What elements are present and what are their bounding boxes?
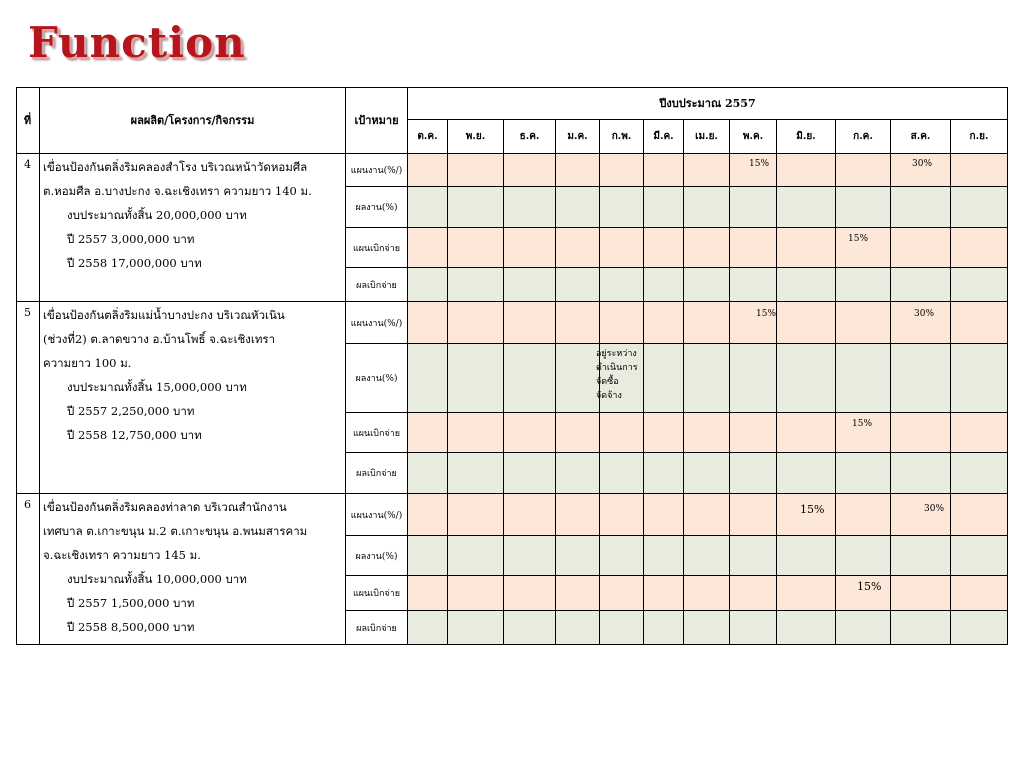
- month-cell: [556, 494, 600, 536]
- target-row-label: ผลงาน(%): [346, 187, 408, 228]
- month-cell: [408, 154, 448, 187]
- month-cell: [730, 611, 777, 645]
- percent-label: 15%: [749, 159, 770, 169]
- month-cell: [951, 453, 1008, 494]
- month-cell: [448, 536, 504, 576]
- header-month: ธ.ค.: [504, 120, 556, 154]
- month-cell: [408, 413, 448, 453]
- target-row-label: แผนเบิกจ่าย: [346, 413, 408, 453]
- month-cell: [644, 453, 684, 494]
- month-cell: [684, 302, 730, 344]
- project-line: ความยาว 100 ม.: [43, 356, 132, 370]
- percent-label: 15%: [756, 309, 777, 319]
- month-cell: [684, 187, 730, 228]
- month-cell: [684, 413, 730, 453]
- month-cell: [448, 228, 504, 268]
- month-cell: [951, 154, 1008, 187]
- month-cell: [644, 154, 684, 187]
- month-cell: [504, 302, 556, 344]
- month-cell: [644, 344, 684, 413]
- month-cell: [556, 611, 600, 645]
- month-cell: [556, 187, 600, 228]
- month-cell: [951, 536, 1008, 576]
- percent-label: 15%: [800, 503, 825, 516]
- month-cell: [600, 494, 644, 536]
- month-cell: [504, 154, 556, 187]
- month-cell: [777, 268, 836, 302]
- month-cell: [556, 536, 600, 576]
- month-cell: [836, 453, 891, 494]
- header-target: เป้าหมาย: [346, 87, 408, 154]
- month-cell: [504, 576, 556, 611]
- month-cell: [777, 187, 836, 228]
- month-cell: [504, 494, 556, 536]
- month-cell: [448, 611, 504, 645]
- month-cell: [891, 576, 951, 611]
- project-line: งบประมาณทั้งสิ้น 20,000,000 บาท: [67, 208, 247, 222]
- target-row-label: ผลงาน(%): [346, 344, 408, 413]
- month-cell: [891, 494, 951, 536]
- month-cell: [408, 576, 448, 611]
- month-cell: [556, 302, 600, 344]
- month-cell: [836, 344, 891, 413]
- month-cell: [448, 187, 504, 228]
- month-cell: [556, 413, 600, 453]
- percent-label: 15%: [857, 580, 882, 593]
- project-line: เขื่อนป้องกันตลิ่งริมคลองท่าลาด บริเวณสำนักงาน: [43, 500, 287, 514]
- month-cell: [600, 302, 644, 344]
- header-month: ก.ย.: [951, 120, 1008, 154]
- project-number: 4: [16, 154, 40, 302]
- month-cell: [600, 228, 644, 268]
- month-cell: [730, 494, 777, 536]
- target-row-label: ผลงาน(%): [346, 536, 408, 576]
- month-cell: [836, 187, 891, 228]
- target-row-label: แผนงาน(%/): [346, 494, 408, 536]
- percent-label: 15%: [848, 234, 869, 244]
- month-cell: [777, 302, 836, 344]
- project-description: [40, 154, 346, 302]
- month-cell: [951, 344, 1008, 413]
- header-month: ก.พ.: [600, 120, 644, 154]
- month-cell: [777, 453, 836, 494]
- month-cell: [644, 536, 684, 576]
- status-note-line: จัดซื้อ: [596, 377, 619, 387]
- month-cell: [684, 494, 730, 536]
- month-cell: [556, 228, 600, 268]
- percent-label: 30%: [924, 504, 945, 514]
- month-cell: [644, 576, 684, 611]
- schedule-table: [16, 87, 1008, 645]
- month-cell: [951, 187, 1008, 228]
- month-cell: [684, 611, 730, 645]
- header-fiscal-year: ปีงบประมาณ 2557: [408, 87, 1008, 120]
- month-cell: [448, 154, 504, 187]
- project-line: ปี 2558 8,500,000 บาท: [67, 620, 195, 634]
- month-cell: [836, 302, 891, 344]
- project-line: งบประมาณทั้งสิ้น 15,000,000 บาท: [67, 380, 247, 394]
- project-description: [40, 302, 346, 494]
- month-cell: [408, 187, 448, 228]
- month-cell: [600, 611, 644, 645]
- project-line: เขื่อนป้องกันตลิ่งริมคลองสำโรง บริเวณหน้าวัดหอมศีล: [43, 160, 308, 174]
- month-cell: [408, 344, 448, 413]
- header-month: มี.ค.: [644, 120, 684, 154]
- project-line: เทศบาล ต.เกาะขนุน ม.2 ต.เกาะขนุน อ.พนมสารคาม: [43, 524, 308, 538]
- month-cell: [504, 228, 556, 268]
- month-cell: [448, 576, 504, 611]
- month-cell: [556, 154, 600, 187]
- month-cell: [644, 611, 684, 645]
- month-cell: [777, 413, 836, 453]
- target-row-label: แผนเบิกจ่าย: [346, 228, 408, 268]
- month-cell: [730, 344, 777, 413]
- month-cell: [730, 576, 777, 611]
- month-cell: [408, 228, 448, 268]
- month-cell: [408, 536, 448, 576]
- target-row-label: แผนเบิกจ่าย: [346, 576, 408, 611]
- month-cell: [730, 453, 777, 494]
- month-cell: [556, 268, 600, 302]
- status-note-line: จัดจ้าง: [596, 391, 622, 401]
- target-row-label: ผลเบิกจ่าย: [346, 453, 408, 494]
- month-cell: [836, 611, 891, 645]
- month-cell: [951, 268, 1008, 302]
- month-cell: [408, 494, 448, 536]
- month-cell: [891, 268, 951, 302]
- project-line: ปี 2557 3,000,000 บาท: [67, 232, 195, 246]
- month-cell: [504, 268, 556, 302]
- month-cell: [951, 228, 1008, 268]
- month-cell: [600, 576, 644, 611]
- month-cell: [891, 611, 951, 645]
- target-row-label: แผนงาน(%/): [346, 302, 408, 344]
- project-number: 6: [16, 494, 40, 645]
- month-cell: [951, 494, 1008, 536]
- month-cell: [836, 154, 891, 187]
- month-cell: [684, 154, 730, 187]
- month-cell: [556, 576, 600, 611]
- month-cell: [448, 494, 504, 536]
- month-cell: [408, 302, 448, 344]
- project-description: [40, 494, 346, 645]
- month-cell: [644, 494, 684, 536]
- month-cell: [891, 228, 951, 268]
- month-cell: [891, 536, 951, 576]
- project-line: เขื่อนป้องกันตลิ่งริมแม่น้ำบางปะกง บริเวณหัวเนิน: [43, 308, 285, 322]
- target-row-label: ผลเบิกจ่าย: [346, 611, 408, 645]
- month-cell: [644, 187, 684, 228]
- month-cell: [777, 344, 836, 413]
- project-line: ปี 2557 1,500,000 บาท: [67, 596, 195, 610]
- header-month: เม.ย.: [684, 120, 730, 154]
- month-cell: [600, 453, 644, 494]
- project-line: ต.หอมศีล อ.บางปะกง จ.ฉะเชิงเทรา ความยาว 140 ม.: [43, 184, 312, 198]
- percent-label: 15%: [852, 419, 873, 429]
- month-cell: [600, 536, 644, 576]
- month-cell: [684, 453, 730, 494]
- month-cell: [504, 611, 556, 645]
- month-cell: [644, 268, 684, 302]
- header-month: พ.ค.: [730, 120, 777, 154]
- month-cell: [504, 344, 556, 413]
- month-cell: [730, 268, 777, 302]
- month-cell: [644, 228, 684, 268]
- percent-label: 30%: [914, 309, 935, 319]
- month-cell: [777, 611, 836, 645]
- month-cell: [951, 576, 1008, 611]
- percent-label: 30%: [912, 159, 933, 169]
- month-cell: [600, 413, 644, 453]
- month-cell: [684, 576, 730, 611]
- target-row-label: แผนงาน(%/): [346, 154, 408, 187]
- month-cell: [730, 413, 777, 453]
- month-cell: [644, 302, 684, 344]
- month-cell: [600, 154, 644, 187]
- header-month: ก.ค.: [836, 120, 891, 154]
- project-line: ปี 2557 2,250,000 บาท: [67, 404, 195, 418]
- project-line: ปี 2558 12,750,000 บาท: [67, 428, 202, 442]
- month-cell: [777, 576, 836, 611]
- project-line: จ.ฉะเชิงเทรา ความยาว 145 ม.: [43, 548, 201, 562]
- status-note-line: อยู่ระหว่าง: [596, 349, 637, 359]
- month-cell: [448, 302, 504, 344]
- month-cell: [644, 413, 684, 453]
- header-month: ม.ค.: [556, 120, 600, 154]
- month-cell: [408, 453, 448, 494]
- project-line: (ช่วงที่2) ต.ลาดขวาง อ.บ้านโพธิ์ จ.ฉะเชิงเทรา: [43, 332, 276, 346]
- month-cell: [777, 228, 836, 268]
- project-line: งบประมาณทั้งสิ้น 10,000,000 บาท: [67, 572, 247, 586]
- month-cell: [684, 268, 730, 302]
- header-month: มิ.ย.: [777, 120, 836, 154]
- month-cell: [504, 413, 556, 453]
- header-project: ผลผลิต/โครงการ/กิจกรรม: [40, 87, 346, 154]
- project-number: 5: [16, 302, 40, 494]
- page-title: Function: [28, 18, 246, 67]
- month-cell: [730, 228, 777, 268]
- month-cell: [730, 536, 777, 576]
- header-month: ต.ค.: [408, 120, 448, 154]
- month-cell: [504, 536, 556, 576]
- month-cell: [448, 413, 504, 453]
- header-month: พ.ย.: [448, 120, 504, 154]
- month-cell: [556, 344, 600, 413]
- month-cell: [891, 453, 951, 494]
- month-cell: [408, 611, 448, 645]
- month-cell: [836, 268, 891, 302]
- month-cell: [891, 344, 951, 413]
- month-cell: [951, 413, 1008, 453]
- header-month: ส.ค.: [891, 120, 951, 154]
- status-note: [596, 347, 638, 403]
- month-cell: [504, 453, 556, 494]
- project-line: ปี 2558 17,000,000 บาท: [67, 256, 202, 270]
- month-cell: [448, 453, 504, 494]
- month-cell: [777, 536, 836, 576]
- month-cell: [777, 154, 836, 187]
- month-cell: [891, 187, 951, 228]
- month-cell: [684, 536, 730, 576]
- month-cell: [891, 413, 951, 453]
- month-cell: [951, 611, 1008, 645]
- month-cell: [730, 187, 777, 228]
- month-cell: [600, 187, 644, 228]
- month-cell: [836, 536, 891, 576]
- status-note-line: ดำเนินการ: [596, 363, 638, 373]
- month-cell: [951, 302, 1008, 344]
- month-cell: [504, 187, 556, 228]
- month-cell: [836, 494, 891, 536]
- month-cell: [684, 344, 730, 413]
- header-no: ที่: [16, 87, 40, 154]
- month-cell: [600, 268, 644, 302]
- month-cell: [448, 344, 504, 413]
- month-cell: [556, 453, 600, 494]
- month-cell: [408, 268, 448, 302]
- month-cell: [448, 268, 504, 302]
- month-cell: [684, 228, 730, 268]
- target-row-label: ผลเบิกจ่าย: [346, 268, 408, 302]
